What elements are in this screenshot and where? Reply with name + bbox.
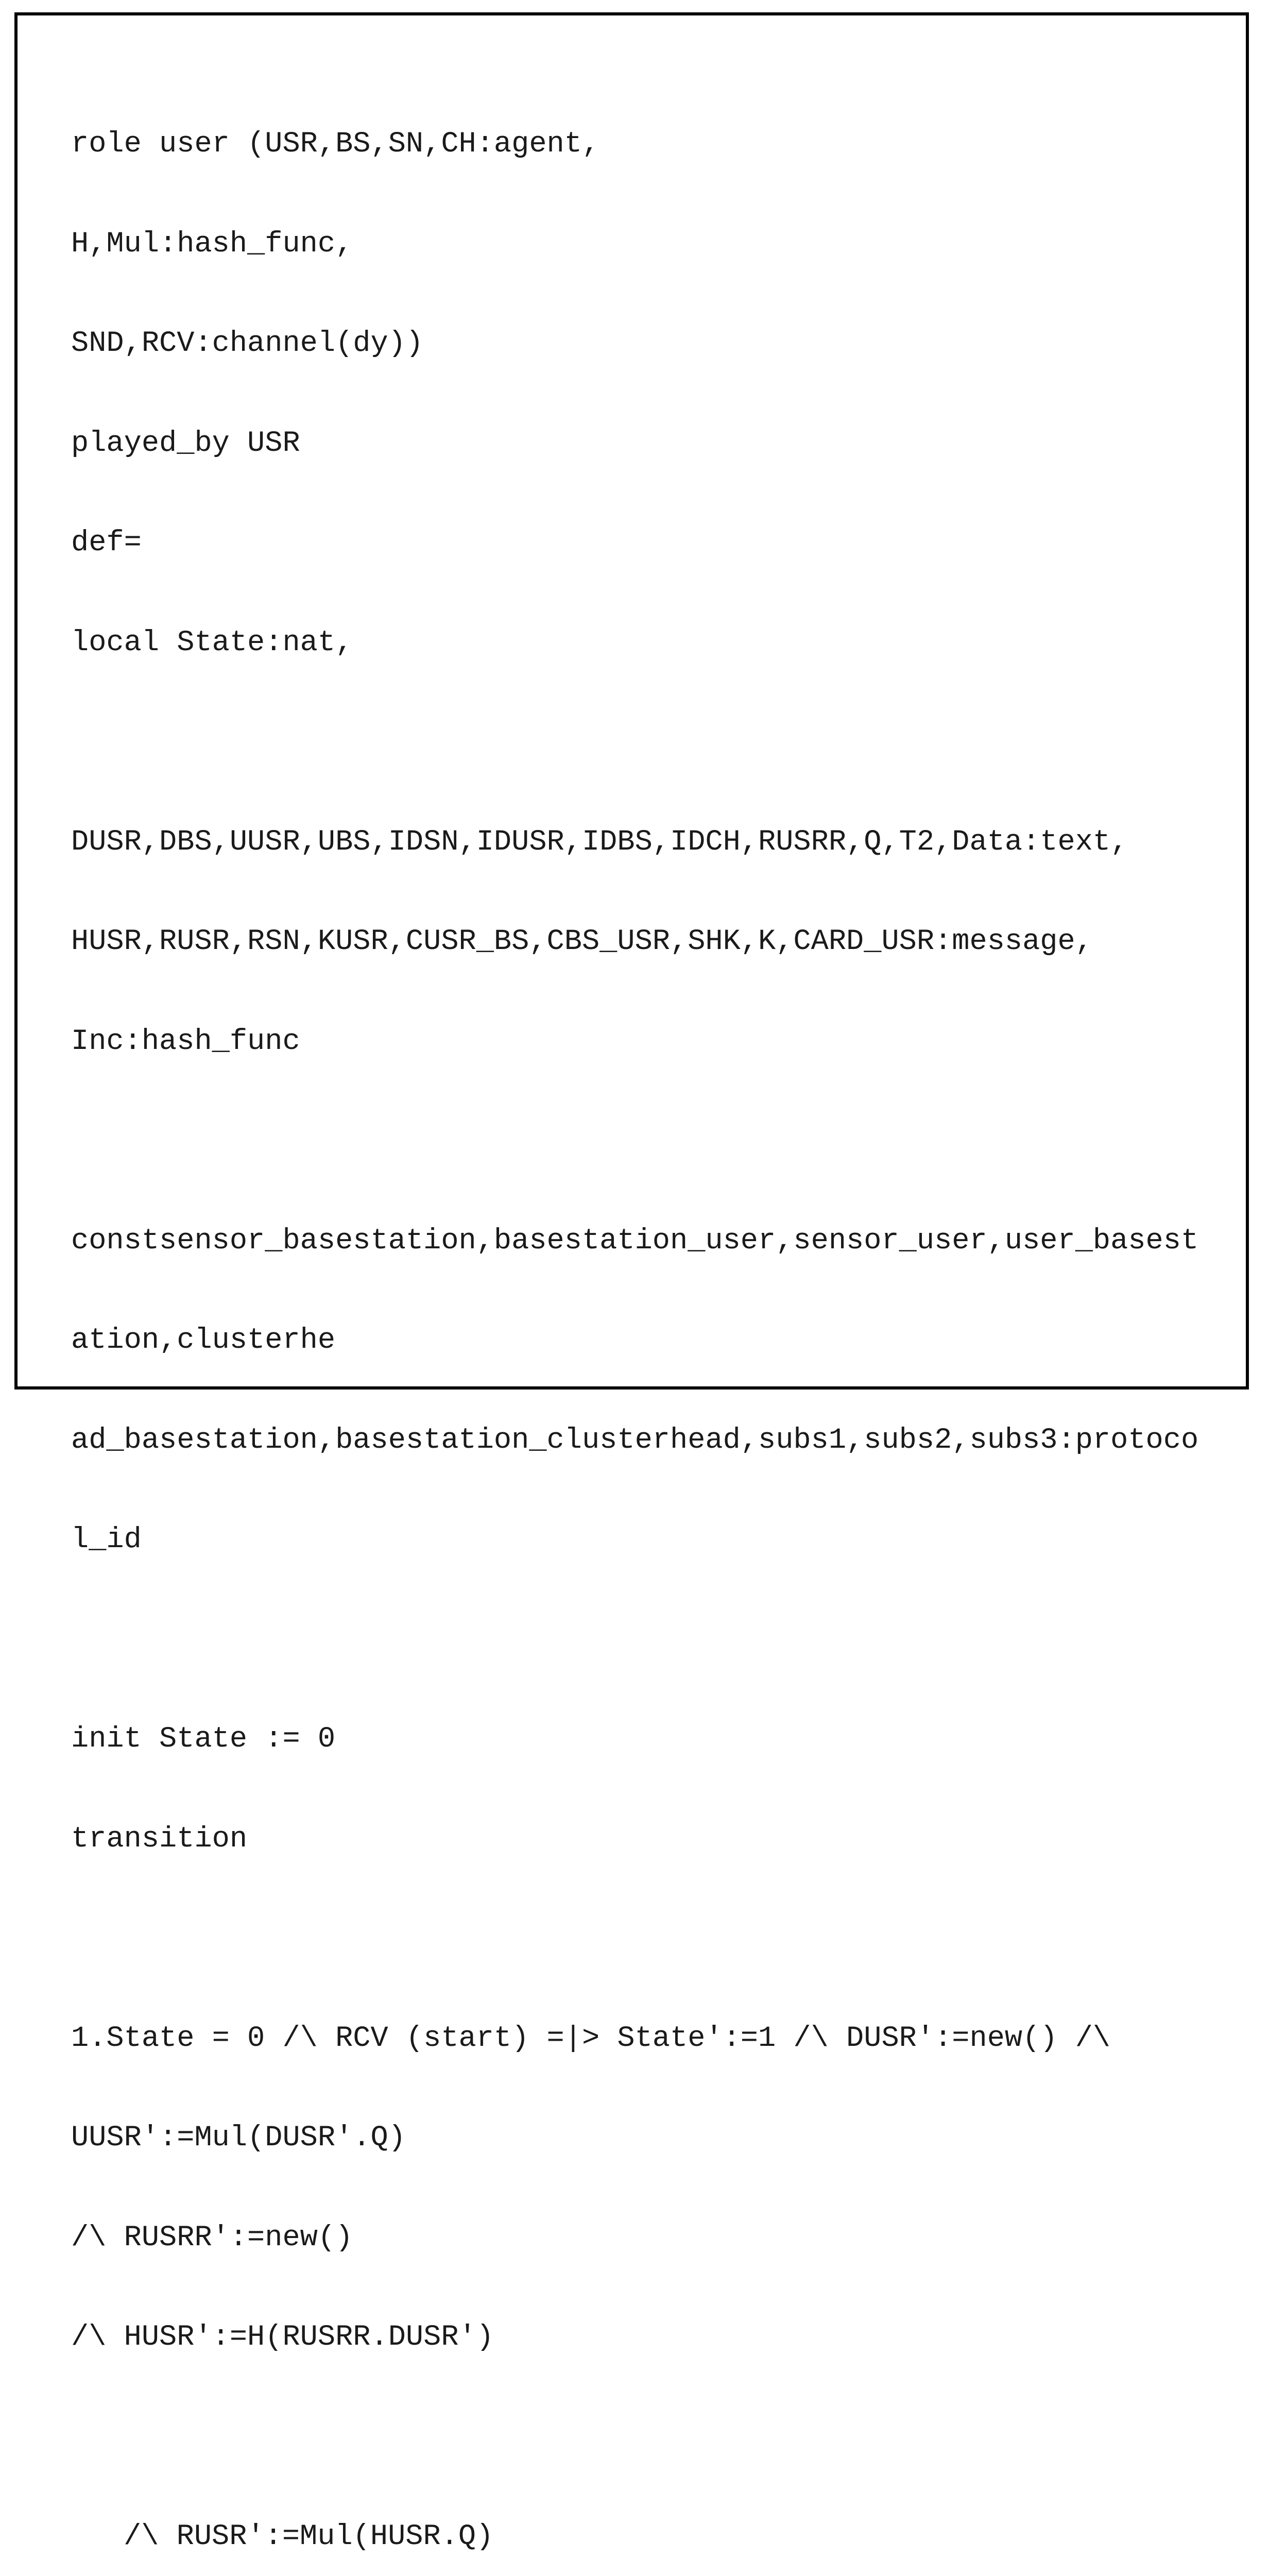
code-line: ation,clusterhe <box>71 1324 336 1357</box>
code-line: ad_basestation,basestation_clusterhead,subs1,subs2,subs3:protoco <box>71 1423 1199 1457</box>
code-listing <box>71 62 1245 2576</box>
code-line: transition <box>71 1822 248 1856</box>
blank-line <box>71 1623 1245 1657</box>
code-line: l_id <box>71 1523 142 1556</box>
code-line: /\ RUSRR':=new() <box>71 2221 353 2255</box>
code-line: /\ RUSR':=Mul(HUSR.Q) <box>124 2520 494 2553</box>
code-line: UUSR':=Mul(DUSR'.Q) <box>71 2122 406 2155</box>
blank-line <box>71 726 1245 760</box>
code-line: 1.State = 0 /\ RCV (start) =|> State':=1 /\ DUSR':=new() /\ <box>71 2022 1111 2055</box>
blank-line <box>71 1125 1245 1159</box>
blank-line <box>71 2421 1245 2455</box>
code-line: constsensor_basestation,basestation_user,sensor_user,user_basest <box>71 1224 1199 1258</box>
document-frame <box>14 12 1249 2553</box>
code-line: def= <box>71 527 142 560</box>
code-line: H,Mul:hash_func, <box>71 227 353 261</box>
code-line: role user (USR,BS,SN,CH:agent, <box>71 128 600 161</box>
blank-line <box>71 1922 1245 1956</box>
code-line: init State := 0 <box>71 1723 336 1756</box>
code-line: local State:nat, <box>71 626 353 659</box>
code-line: HUSR,RUSR,RSN,KUSR,CUSR_BS,CBS_USR,SHK,K,CARD_USR:message, <box>71 925 1093 958</box>
code-line: played_by USR <box>71 427 300 460</box>
code-line: Inc:hash_func <box>71 1025 300 1058</box>
code-line: SND,RCV:channel(dy)) <box>71 327 424 360</box>
code-line: /\ HUSR':=H(RUSRR.DUSR') <box>71 2321 494 2354</box>
code-line: DUSR,DBS,UUSR,UBS,IDSN,IDUSR,IDBS,IDCH,RUSRR,Q,T2,Data:text, <box>71 825 1128 859</box>
